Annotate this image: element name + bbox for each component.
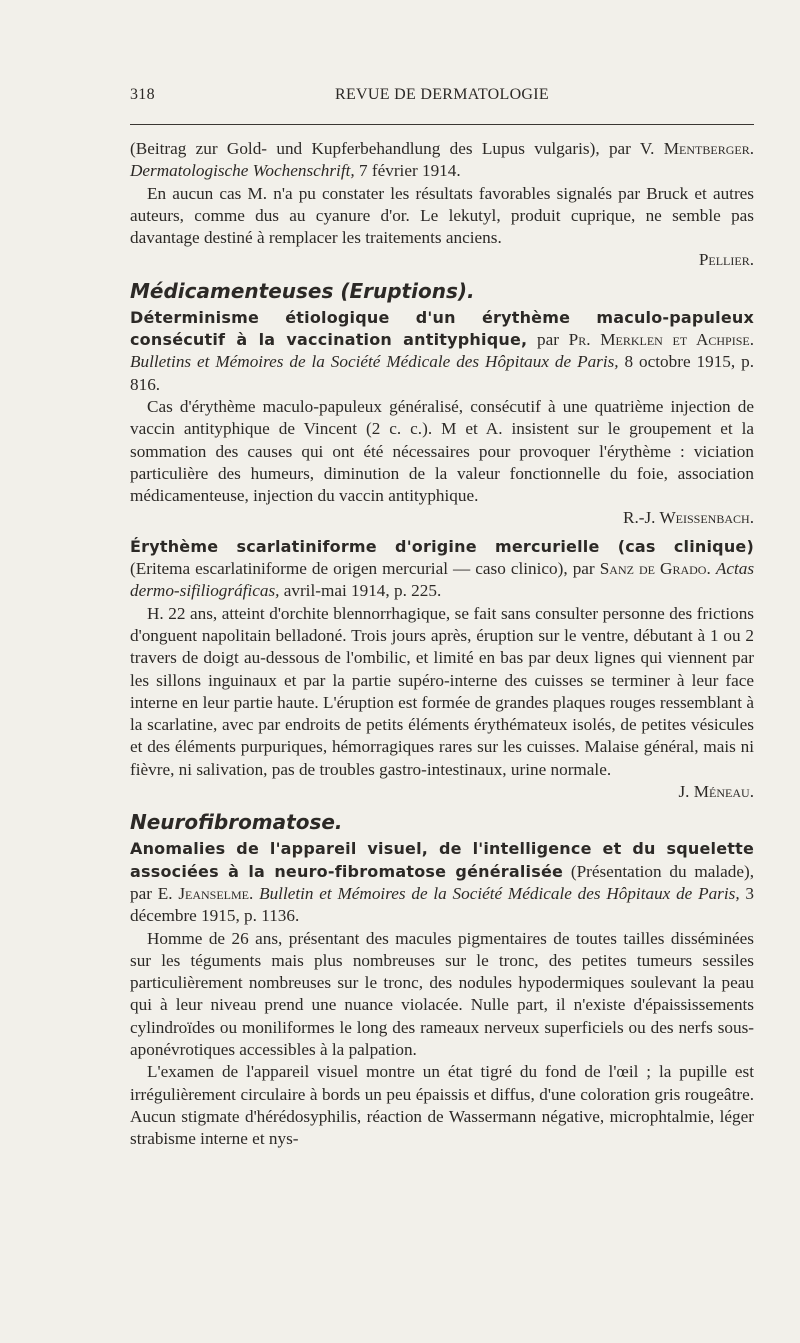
header-rule	[130, 124, 754, 125]
article-title: Érythème scarlatiniforme d'origine mercurielle (cas clinique)	[130, 536, 754, 556]
journal-name: Bulletin et Mémoires de la Société Médicale des Hôpitaux de Paris,	[259, 883, 740, 903]
intro-reference: (Beitrag zur Gold- und Kupferbehandlung des Lupus vulgaris), par V. Mentberger. Dermatologische Wochenschrift, 7 février 1914.	[130, 139, 754, 181]
running-title: REVUE DE DERMATOLOGIE	[335, 86, 549, 103]
article-summary: Cas d'érythème maculo-papuleux généralisé, consécutif à une quatrième injection de vaccin antityphique de Vincent (2 c. c.). M et A. insistent sur le groupement et la sommation des causes qui ont été nécessaires pour provoquer l'érythème : viciation particulière des humeurs, diminution de la valeur fonctionnelle du foie, association médicamenteuse, injection du vaccin antityphique.	[130, 396, 754, 506]
article-title: Déterminisme étiologique d'un érythème maculo-papuleux consécutif à la vaccination antityphique,	[130, 307, 754, 350]
reviewer-signature: R.-J. Weissenbach.	[623, 508, 754, 528]
page-body	[130, 138, 754, 1150]
intro-summary: En aucun cas M. n'a pu constater les résultats favorables signalés par Bruck et autres auteurs, comme dus au cyanure d'or. Le lekutyl, produit cuprique, ne semble pas davantage destiné à remplacer les traitements anciens.	[130, 183, 754, 248]
journal-name: Actas dermo-sifiliográficas,	[130, 559, 755, 601]
article-reference: Déterminisme étiologique d'un érythème maculo-papuleux consécutif à la vaccination antityphique, par Pr. Merklen et Achpise. Bulletins et Mémoires de la Société Médicale des Hôpitaux de Paris, 8 octobre 1915, p. 816.	[130, 307, 755, 394]
article-summary: L'examen de l'appareil visuel montre un état tigré du fond de l'œil ; la pupille est irrégulièrement circulaire à bords un peu épaissis et diffus, d'une coloration gris rougeâtre. Aucun stigmate d'hérédosyphilis, réaction de Wassermann négative, microphtalmie, léger strabisme interne et nys-	[130, 1062, 754, 1149]
author-name: Sanz de Grado.	[599, 559, 711, 579]
article-reference: Anomalies de l'appareil visuel, de l'intelligence et du squelette associées à la neuro-fibromatose généralisée (Présentation du malade), par E. Jeanselme. Bulletin et Mémoires de la Société Médicale des Hôpitaux de Paris, 3 décembre 1915, p. 1136.	[130, 839, 755, 926]
section-title-neurofibromatose: Neurofibromatose.	[130, 810, 343, 835]
page-header	[130, 86, 754, 112]
section-title-medicamenteuses: Médicamenteuses (Eruptions).	[130, 278, 475, 303]
journal-name: Bulletins et Mémoires de la Société Médicale des Hôpitaux de Paris,	[130, 352, 619, 372]
author-name: Mentberger	[663, 139, 750, 158]
journal-name: Dermatologische Wochenschrift,	[130, 161, 355, 181]
author-name: Jeanselme.	[178, 883, 254, 903]
article-summary: Homme de 26 ans, présentant des macules pigmentaires de toutes tailles disséminées sur les téguments mais plus nombreuses sur le tronc, des petites tumeurs sessiles particulièrement nombreuses sur le tronc, des nodules hypodermiques soulevant la peau qui à leur niveau prend une nuance violacée. Nulle part, il n'existe d'épaississements cylindroïdes ou moniliformes le long des rameaux nerveux superficiels ou des nerfs sous-aponévrotiques accessibles à la palpation.	[130, 928, 754, 1059]
page-number: 318	[130, 86, 155, 103]
reviewer-signature: Pellier.	[698, 250, 754, 270]
article-reference: Érythème scarlatiniforme d'origine mercurielle (cas clinique) (Eritema escarlatiniforme de origen mercurial — caso clinico), par Sanz de Grado. Actas dermo-sifiliográficas, avril-mai 1914, p. 225.	[130, 536, 755, 601]
author-name: Pr. Merklen et Achpise.	[568, 330, 755, 350]
article-summary: H. 22 ans, atteint d'orchite blennorrhagique, se fait sans consulter personne des frictions d'onguent napolitain belladoné. Trois jours après, éruption sur le ventre, débutant à 1 ou 2 travers de doigt au-dessous de l'ombilic, et limité en bas par deux lignes qui viennent par les sillons inguinaux et par la partie supéro-interne des cuisses se terminer à leur face interne en leur partie haute. L'éruption est formée de grandes plaques rouges ressemblant à la scarlatine, avec par endroits de petits éléments érythémateux isolés, de petites vésicules et des éléments purpuriques, hémorragiques rares sur les cuisses. Malaise général, mais ni fièvre, ni salivation, pas de troubles gastro-intestinaux, urine normale.	[130, 603, 754, 779]
reviewer-signature: J. Méneau.	[678, 782, 754, 802]
article-title: Anomalies de l'appareil visuel, de l'intelligence et du squelette associées à la neuro-fibromatose généralisée	[130, 839, 754, 881]
